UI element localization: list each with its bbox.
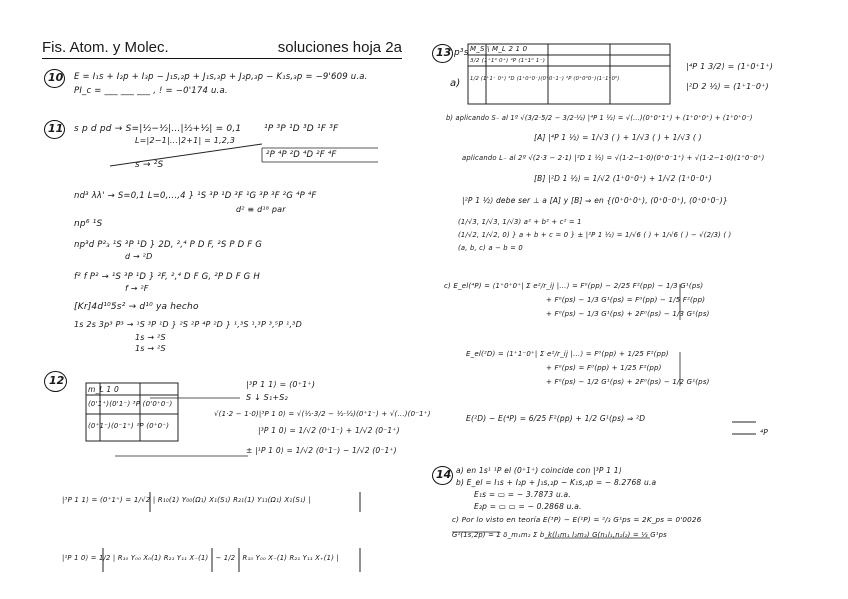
p13-state-4P: |⁴P 1 3/2⟩ = (1⁺0⁺1⁺)	[686, 62, 774, 71]
p13-c-line7: E(²D) − E(⁴P) = 6/25 F²(pp) + 1/2 G¹(ps) ⇒ ²D	[466, 414, 646, 423]
p11-np3d-d: d → ²D	[125, 252, 153, 261]
problem-12-number: 12	[49, 374, 65, 387]
p13-c-level-4P: ⁴P	[760, 428, 768, 437]
sheet-title: soluciones hoja 2a	[277, 39, 402, 56]
p11-f2f: f² f P² → ¹S ³P ¹D } ²F, ²,⁴ D F G, ²P D F G H	[74, 272, 260, 282]
p13-c-line2: + F⁰(ps) − 1/3 G¹(ps) = F⁰(pp) − 1/5 F²(pp)	[546, 296, 706, 304]
p11-f2f-f: f → ²F	[125, 284, 149, 293]
p13-configuration: p³s	[454, 48, 469, 58]
p13-b-line1: b) aplicando S₋ al 1º √(3/2·5/2 − 3/2·½) |⁴P 1 ½⟩ = √(...)(0⁺0⁺1⁺) + (1⁺0⁺0⁺) + (1⁺0⁺0⁻)	[446, 114, 753, 122]
p12-table-row1: (0'1⁺)(0'1⁻) ³P (0'0⁺0⁻)	[88, 400, 173, 408]
p10-ionization: PI_c = ___ ___ ___ , ! = −0'174 u.a.	[74, 86, 228, 96]
p12-state-5: ± |¹P 1 0⟩ = 1/√2 (0⁺1⁻) − 1/√2 (0⁻1⁺)	[246, 446, 397, 455]
p11-1s2s3p: 1s 2s 3p³ P³ → ¹S ³P ¹D } ²S ²P ⁴P ²D } ¹,³S ¹,³P ³,⁵P ¹,³D	[74, 320, 302, 329]
p13-b-line4: [B] |²D 1 ½⟩ = 1/√2 (1⁺0⁺0⁺) + 1/√2 (1⁺0⁻0⁺)	[534, 174, 712, 183]
p13-c-line6: + F⁰(ps) − 1/2 G¹(ps) + 2F⁰(ps) − 1/2 G¹(ps)	[546, 378, 710, 386]
p14-E1s: E₁s = ▭ = − 3.7873 u.a.	[474, 490, 571, 499]
p14-E2p: E₂p = ▭ ▭ = − 0.2868 u.a.	[474, 502, 582, 511]
p11-np3d: np³d P²₃ ¹S ³P ¹D } 2D, ²,⁴ P D F, ²S P D F G	[74, 240, 263, 250]
p12-determinant-1: |³P 1 1⟩ = (0⁺1⁺) = 1/√2 | R₁₀(1) Y₀₀(Ω₁) X₁(S₁) R₂₁(1) Y₁₁(Ω₁) X₁(S₁) |	[62, 496, 311, 504]
problem-10-number: 10	[48, 71, 64, 84]
p14-a: a) en 1s¹ ¹P el (0⁺1⁺) coincide con |³P 1 1⟩	[456, 466, 622, 475]
p12-table-row2: (0⁺1⁻)(0⁻1⁺) ¹P (0⁺0⁻)	[88, 422, 170, 430]
p13-table-head: M_S \ M_L 2 1 0	[470, 45, 528, 53]
p12-determinant-2: |¹P 1 0⟩ = 1/2 | R₁₀ Y₀₀ X₀(1) R₂₁ Y₁₁ X₋(1) | − 1/2 | R₁₀ Y₀₀ X₋(1) R₂₁ Y₁₁ X₊(1) |	[62, 554, 339, 562]
p11-terms-spd: ²P ⁴P ²D ⁴D ²F ⁴F	[266, 150, 337, 160]
p13-b-line7: (1/√2, 1/√2, 0) } a + b + c = 0 } ± |²P 1 ½⟩ = 1/√6 ( ) + 1/√6 ( ) − √(2/3) ( )	[458, 231, 732, 239]
p14-b: b) E_el = I₁s + I₂p + J₁s,₂p − K₁s,₂p = − 8.2768 u.a	[456, 478, 657, 487]
p13-b-line3: aplicando L₋ al 2º √(2·3 − 2·1) |²D 1 ½⟩ = √(1·2−1·0)(0⁺0⁻1⁺) + √(1·2−1·0)(1⁺0⁻0⁺)	[462, 154, 765, 162]
p11-terms-pd: ¹P ³P ¹D ³D ¹F ³F	[264, 124, 339, 134]
p12-state-3: √(1·2 − 1·0)|³P 1 0⟩ = √(½·3/2 − ½·½)(0⁺1⁻) + √(...)(0⁻1⁺)	[214, 410, 431, 418]
p13-c-line1: c) E_el(⁴P) = ⟨1⁺0⁺0⁺| Σ e²/r_ij |...⟩ = F⁰(pp) − 2/25 F²(pp) − 1/3 G¹(ps)	[444, 282, 704, 290]
problem-13-number: 13	[436, 46, 452, 59]
problem-14-number: 14	[436, 468, 452, 481]
p13-c-line3: + F⁰(ps) − 1/3 G¹(ps) + 2F⁰(ps) − 1/3 G¹(ps)	[546, 310, 710, 318]
p11-kr: [Kr]4d¹⁰5s² → d¹⁰ ya hecho	[74, 302, 199, 312]
p11-np6: np⁶ ¹S	[74, 219, 103, 229]
p13-c-line5: + F⁰(ps) = F⁰(pp) + 1/25 F²(pp)	[546, 364, 662, 372]
p12-state-2: S ↓ S₁+S₂	[246, 393, 288, 402]
p13-b-line2: [A] |⁴P 1 ½⟩ = 1/√3 ( ) + 1/√3 ( ) + 1/√3 ( )	[534, 133, 702, 142]
p11-1s-a: 1s → ²S	[135, 333, 166, 342]
p11-L-values: L=|2−1|...|2+1| = 1,2,3	[135, 136, 236, 145]
p12-state-4: |³P 1 0⟩ = 1/√2 (0⁺1⁻) + 1/√2 (0⁻1⁺)	[258, 426, 400, 435]
p11-nd3-note: d² ≡ d¹⁸ par	[236, 205, 286, 214]
p13-b-line8: (a, b, c) a − b = 0	[458, 244, 523, 252]
p13-state-2D: |²D 2 ½⟩ = (1⁺1⁻0⁺)	[686, 82, 769, 91]
p10-energy: E = I₁s + I₂p + I₃p − J₁s,₂p + J₁s,₃p + J₂p,₃p − K₁s,₃p = −9'609 u.a.	[74, 72, 368, 82]
p11-1s-b: 1s → ²S	[135, 344, 166, 353]
p11-nd3: nd³ λλ' → S=0,1 L=0,...,4 } ¹S ³P ¹D ³F ¹G ³P ³F ²G ⁴P ⁴F	[74, 191, 317, 201]
p14-c: c) Por lo visto en teoría E(³P) − E(¹P) = ²/₃ G¹ps = 2K_ps = 0'0026	[452, 515, 702, 524]
p13-table-row1: 3/2 (1⁺1⁰ 0⁺) ⁴P (1⁺1⁰ 1⁻)	[470, 58, 546, 64]
p14-c-formula: G¹(1s,2p) = Σ δ_m₁m₂ Σ b_k(l₁m₁ l₂m₂) G(n₁l₁,n₂l₂) = ⅓ G¹ps	[452, 531, 667, 539]
p12-state-1: |³P 1 1⟩ = (0⁺1⁺)	[246, 380, 316, 389]
p11-spd: s p d pd → S=|½−½|...|½+½| = 0,1	[74, 124, 242, 134]
course-title: Fis. Atom. y Molec.	[42, 39, 169, 56]
p13-b-line5: |²P 1 ½⟩ debe ser ⊥ a [A] y [B] ⇒ en {(0⁺0⁺0⁺), (0⁺0⁻0⁺), (0⁺0⁺0⁻)}	[462, 196, 728, 205]
p13-part-a: a)	[450, 78, 461, 89]
p12-table-head: m_L 1 0	[88, 385, 119, 394]
problem-11-number: 11	[48, 122, 64, 135]
p11-s-term: s → ²S	[135, 160, 164, 170]
p13-c-line4: E_el(²D) = ⟨1⁺1⁻0⁺| Σ e²/r_ij |...⟩ = F⁰(pp) + 1/25 F²(pp)	[466, 350, 669, 358]
p13-table-row2: 1/2 (1⁺1⁻ 0⁺) ²D (1⁺0⁺0⁻)(0⁺0⁻1⁻) ²P (0⁺0⁰0⁻)(1⁻1⁺0⁰)	[470, 76, 620, 82]
p13-b-line6: (1/√3, 1/√3, 1/√3) a² + b² + c² = 1	[458, 218, 582, 226]
